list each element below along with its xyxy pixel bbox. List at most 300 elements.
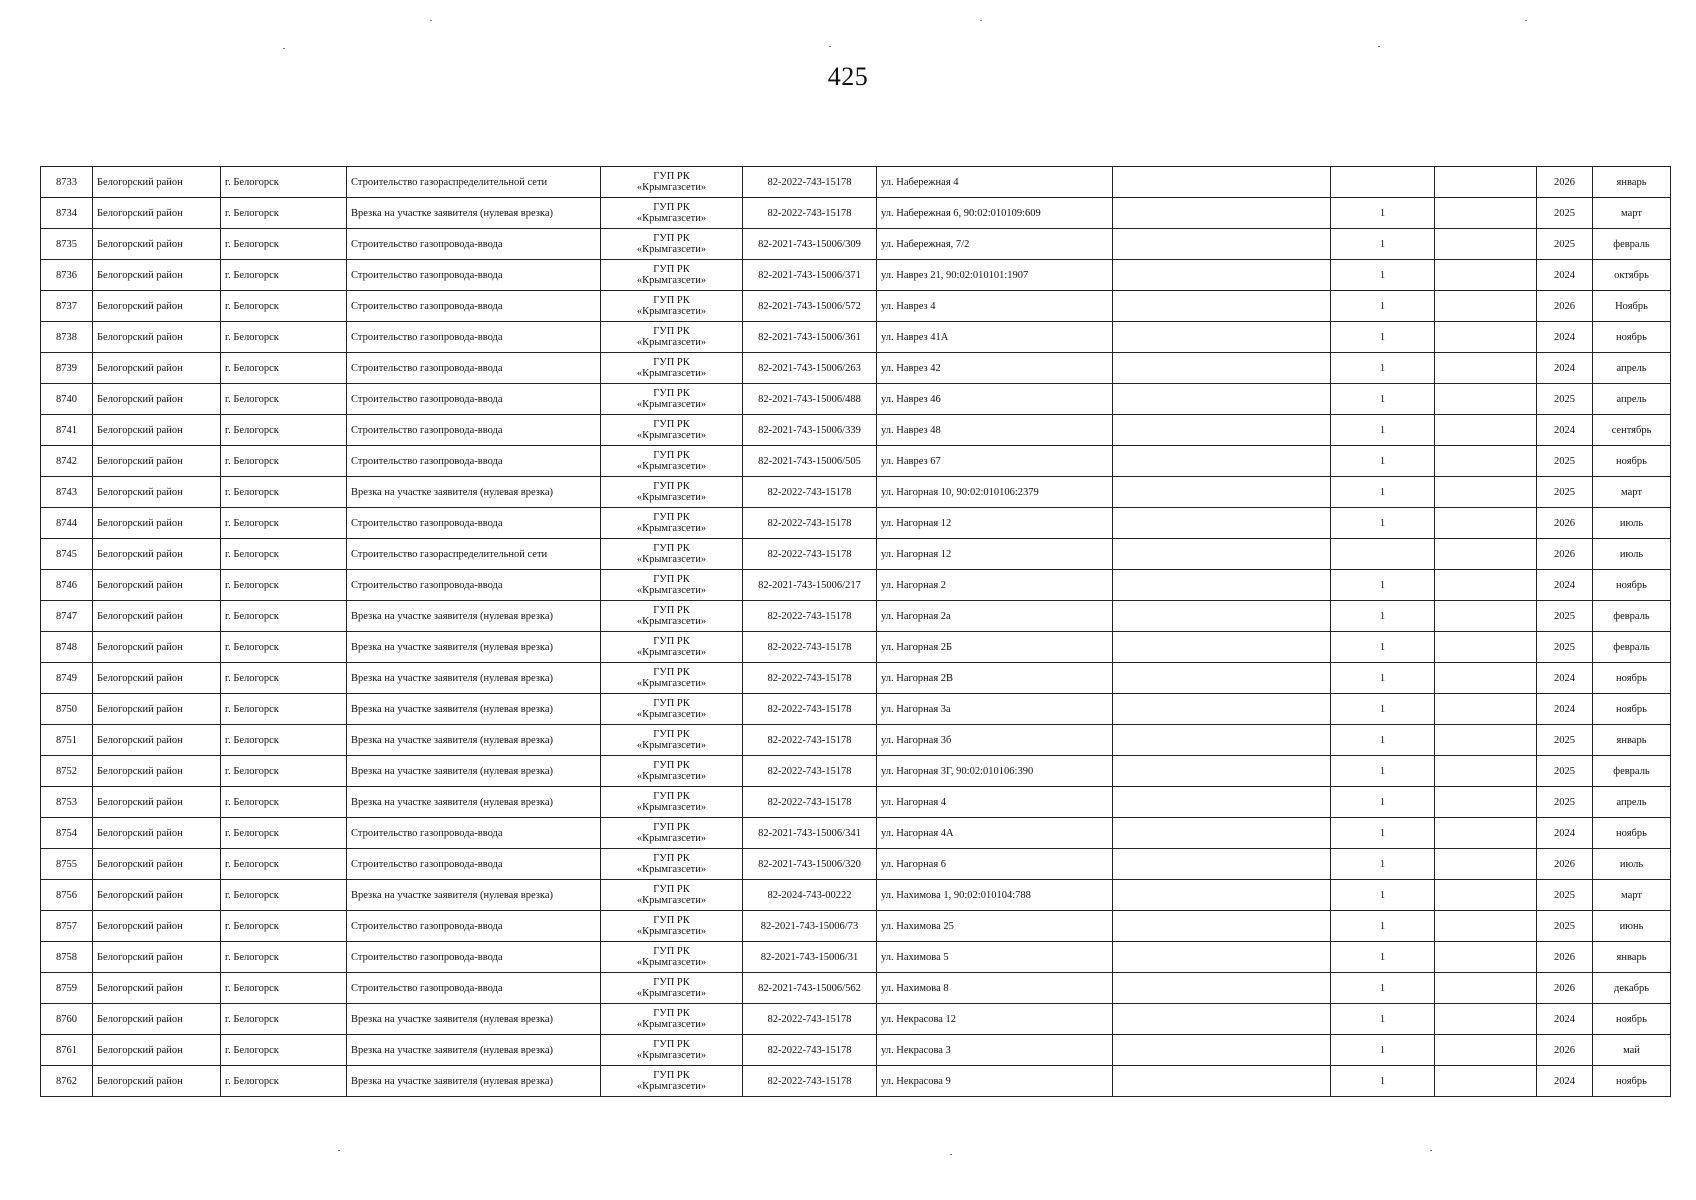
id-cell: 82-2021-743-15006/562 [743, 973, 877, 1004]
scan-speck [980, 20, 982, 21]
table-row [41, 787, 1671, 818]
id-cell: 82-2021-743-15006/505 [743, 446, 877, 477]
address-cell: ул. Нагорная 10, 90:02:010106:2379 [877, 477, 1113, 508]
year-cell: 2025 [1537, 756, 1593, 787]
row-number: 8752 [41, 756, 93, 787]
district-cell: Белогорский район [93, 663, 221, 694]
id-cell: 82-2022-743-15178 [743, 1066, 877, 1097]
year-cell: 2026 [1537, 539, 1593, 570]
quantity-cell: 1 [1331, 570, 1435, 601]
organization-line: «Крымгазсети» [636, 213, 707, 224]
city-cell: г. Белогорск [221, 880, 347, 911]
quantity-cell: 1 [1331, 260, 1435, 291]
address-cell: ул. Нахимова 5 [877, 942, 1113, 973]
month-cell: Ноябрь [1593, 291, 1671, 322]
work-type-cell: Строительство газопровода-ввода [347, 849, 601, 880]
table-row [41, 725, 1671, 756]
blank-cell [1113, 384, 1331, 415]
blank-cell [1113, 198, 1331, 229]
year-cell: 2025 [1537, 911, 1593, 942]
blank-cell [1113, 694, 1331, 725]
table-row [41, 849, 1671, 880]
district-cell: Белогорский район [93, 291, 221, 322]
work-type-cell: Врезка на участке заявителя (нулевая врезка) [347, 787, 601, 818]
id-cell: 82-2021-743-15006/320 [743, 849, 877, 880]
work-type-cell: Врезка на участке заявителя (нулевая врезка) [347, 632, 601, 663]
organization-cell [601, 725, 743, 756]
id-cell: 82-2021-743-15006/309 [743, 229, 877, 260]
year-cell: 2025 [1537, 880, 1593, 911]
organization-line: ГУП РК [653, 1008, 690, 1019]
blank-cell [1435, 632, 1537, 663]
city-cell: г. Белогорск [221, 942, 347, 973]
id-cell: 82-2022-743-15178 [743, 1035, 877, 1066]
address-cell: ул. Нагорная 3а [877, 694, 1113, 725]
organization-line: ГУП РК [653, 698, 690, 709]
blank-cell [1435, 725, 1537, 756]
id-cell: 82-2021-743-15006/371 [743, 260, 877, 291]
organization-cell [601, 1004, 743, 1035]
work-type-cell: Строительство газопровода-ввода [347, 384, 601, 415]
blank-cell [1435, 477, 1537, 508]
blank-cell [1435, 198, 1537, 229]
organization-cell [601, 477, 743, 508]
blank-cell [1435, 291, 1537, 322]
id-cell: 82-2022-743-15178 [743, 1004, 877, 1035]
month-cell: декабрь [1593, 973, 1671, 1004]
work-type-cell: Врезка на участке заявителя (нулевая врезка) [347, 756, 601, 787]
table-row [41, 880, 1671, 911]
work-type-cell: Врезка на участке заявителя (нулевая врезка) [347, 198, 601, 229]
city-cell: г. Белогорск [221, 384, 347, 415]
month-cell: июль [1593, 849, 1671, 880]
row-number: 8742 [41, 446, 93, 477]
work-type-cell: Врезка на участке заявителя (нулевая врезка) [347, 1035, 601, 1066]
blank-cell [1113, 818, 1331, 849]
month-cell: ноябрь [1593, 694, 1671, 725]
table-row [41, 632, 1671, 663]
month-cell: январь [1593, 942, 1671, 973]
address-cell: ул. Нагорная 2а [877, 601, 1113, 632]
work-type-cell: Строительство газопровода-ввода [347, 322, 601, 353]
table-row [41, 818, 1671, 849]
blank-cell [1113, 570, 1331, 601]
blank-cell [1113, 508, 1331, 539]
work-type-cell: Строительство газораспределительной сети [347, 539, 601, 570]
city-cell: г. Белогорск [221, 415, 347, 446]
organization-line: «Крымгазсети» [636, 306, 707, 317]
row-number: 8740 [41, 384, 93, 415]
organization-line: «Крымгазсети» [636, 678, 707, 689]
blank-cell [1435, 353, 1537, 384]
work-type-cell: Врезка на участке заявителя (нулевая врезка) [347, 1004, 601, 1035]
work-type-cell: Строительство газопровода-ввода [347, 508, 601, 539]
organization-cell [601, 1035, 743, 1066]
blank-cell [1113, 1035, 1331, 1066]
row-number: 8746 [41, 570, 93, 601]
blank-cell [1113, 415, 1331, 446]
address-cell: ул. Нагорная 2Б [877, 632, 1113, 663]
blank-cell [1435, 1035, 1537, 1066]
work-type-cell: Врезка на участке заявителя (нулевая врезка) [347, 663, 601, 694]
work-type-cell: Строительство газопровода-ввода [347, 353, 601, 384]
blank-cell [1435, 663, 1537, 694]
organization-line: «Крымгазсети» [636, 585, 707, 596]
blank-cell [1435, 415, 1537, 446]
year-cell: 2024 [1537, 694, 1593, 725]
organization-cell [601, 663, 743, 694]
organization-line: «Крымгазсети» [636, 833, 707, 844]
organization-line: «Крымгазсети» [636, 244, 707, 255]
id-cell: 82-2022-743-15178 [743, 167, 877, 198]
district-cell: Белогорский район [93, 849, 221, 880]
organization-line: «Крымгазсети» [636, 1050, 707, 1061]
scan-speck [1378, 46, 1380, 47]
city-cell: г. Белогорск [221, 570, 347, 601]
table-row [41, 291, 1671, 322]
id-cell: 82-2022-743-15178 [743, 477, 877, 508]
organization-cell [601, 849, 743, 880]
table-row [41, 756, 1671, 787]
table-row [41, 539, 1671, 570]
quantity-cell: 1 [1331, 973, 1435, 1004]
organization-cell [601, 942, 743, 973]
month-cell: апрель [1593, 787, 1671, 818]
scan-speck [1525, 20, 1527, 21]
organization-line: «Крымгазсети» [636, 709, 707, 720]
organization-line: ГУП РК [653, 729, 690, 740]
blank-cell [1113, 291, 1331, 322]
organization-line: ГУП РК [653, 264, 690, 275]
city-cell: г. Белогорск [221, 229, 347, 260]
organization-line: «Крымгазсети» [636, 399, 707, 410]
city-cell: г. Белогорск [221, 725, 347, 756]
blank-cell [1113, 942, 1331, 973]
organization-line: ГУП РК [653, 512, 690, 523]
quantity-cell: 1 [1331, 942, 1435, 973]
work-type-cell: Врезка на участке заявителя (нулевая врезка) [347, 1066, 601, 1097]
month-cell: ноябрь [1593, 1066, 1671, 1097]
city-cell: г. Белогорск [221, 694, 347, 725]
blank-cell [1435, 880, 1537, 911]
row-number: 8762 [41, 1066, 93, 1097]
row-number: 8756 [41, 880, 93, 911]
city-cell: г. Белогорск [221, 1035, 347, 1066]
organization-line: «Крымгазсети» [636, 864, 707, 875]
address-cell: ул. Некрасова 12 [877, 1004, 1113, 1035]
row-number: 8749 [41, 663, 93, 694]
address-cell: ул. Наврез 41А [877, 322, 1113, 353]
address-cell: ул. Набережная 6, 90:02:010109:609 [877, 198, 1113, 229]
row-number: 8733 [41, 167, 93, 198]
table-row [41, 694, 1671, 725]
city-cell: г. Белогорск [221, 446, 347, 477]
organization-line: ГУП РК [653, 1070, 690, 1081]
id-cell: 82-2021-743-15006/73 [743, 911, 877, 942]
month-cell: январь [1593, 725, 1671, 756]
table-row [41, 911, 1671, 942]
row-number: 8744 [41, 508, 93, 539]
row-number: 8739 [41, 353, 93, 384]
organization-line: ГУП РК [653, 574, 690, 585]
district-cell: Белогорский район [93, 415, 221, 446]
organization-line: ГУП РК [653, 202, 690, 213]
district-cell: Белогорский район [93, 880, 221, 911]
organization-line: ГУП РК [653, 605, 690, 616]
work-type-cell: Строительство газопровода-ввода [347, 942, 601, 973]
work-type-cell: Строительство газопровода-ввода [347, 973, 601, 1004]
row-number: 8736 [41, 260, 93, 291]
organization-line: «Крымгазсети» [636, 1019, 707, 1030]
address-cell: ул. Нагорная 2 [877, 570, 1113, 601]
quantity-cell: 1 [1331, 229, 1435, 260]
organization-line: ГУП РК [653, 791, 690, 802]
address-cell: ул. Некрасова 9 [877, 1066, 1113, 1097]
blank-cell [1113, 725, 1331, 756]
id-cell: 82-2022-743-15178 [743, 632, 877, 663]
scan-speck [950, 1154, 952, 1155]
month-cell: июль [1593, 508, 1671, 539]
organization-line: ГУП РК [653, 915, 690, 926]
city-cell: г. Белогорск [221, 911, 347, 942]
table-row [41, 415, 1671, 446]
organization-line: «Крымгазсети» [636, 1081, 707, 1092]
district-cell: Белогорский район [93, 508, 221, 539]
work-type-cell: Строительство газопровода-ввода [347, 415, 601, 446]
year-cell: 2025 [1537, 725, 1593, 756]
blank-cell [1435, 1066, 1537, 1097]
year-cell: 2025 [1537, 446, 1593, 477]
organization-cell [601, 260, 743, 291]
blank-cell [1435, 539, 1537, 570]
row-number: 8755 [41, 849, 93, 880]
month-cell: март [1593, 198, 1671, 229]
year-cell: 2024 [1537, 353, 1593, 384]
organization-line: ГУП РК [653, 977, 690, 988]
blank-cell [1113, 601, 1331, 632]
id-cell: 82-2022-743-15178 [743, 198, 877, 229]
work-type-cell: Строительство газопровода-ввода [347, 570, 601, 601]
organization-line: «Крымгазсети» [636, 647, 707, 658]
table-body [41, 167, 1671, 1097]
blank-cell [1113, 663, 1331, 694]
city-cell: г. Белогорск [221, 508, 347, 539]
organization-cell [601, 446, 743, 477]
month-cell: март [1593, 477, 1671, 508]
blank-cell [1435, 601, 1537, 632]
city-cell: г. Белогорск [221, 756, 347, 787]
year-cell: 2024 [1537, 322, 1593, 353]
organization-cell [601, 911, 743, 942]
row-number: 8734 [41, 198, 93, 229]
organization-cell [601, 291, 743, 322]
organization-line: «Крымгазсети» [636, 368, 707, 379]
row-number: 8741 [41, 415, 93, 446]
table-row [41, 1066, 1671, 1097]
row-number: 8748 [41, 632, 93, 663]
district-cell: Белогорский район [93, 1004, 221, 1035]
page-number: 425 [827, 62, 869, 91]
year-cell: 2025 [1537, 198, 1593, 229]
work-type-cell: Строительство газораспределительной сети [347, 167, 601, 198]
address-cell: ул. Наврез 21, 90:02:010101:1907 [877, 260, 1113, 291]
organization-cell [601, 508, 743, 539]
id-cell: 82-2022-743-15178 [743, 663, 877, 694]
address-cell: ул. Наврез 67 [877, 446, 1113, 477]
quantity-cell: 1 [1331, 1035, 1435, 1066]
district-cell: Белогорский район [93, 787, 221, 818]
id-cell: 82-2021-743-15006/217 [743, 570, 877, 601]
id-cell: 82-2022-743-15178 [743, 508, 877, 539]
organization-line: «Крымгазсети» [636, 802, 707, 813]
row-number: 8757 [41, 911, 93, 942]
address-cell: ул. Нахимова 25 [877, 911, 1113, 942]
organization-line: «Крымгазсети» [636, 430, 707, 441]
blank-cell [1435, 911, 1537, 942]
quantity-cell: 1 [1331, 880, 1435, 911]
quantity-cell: 1 [1331, 787, 1435, 818]
organization-line: «Крымгазсети» [636, 492, 707, 503]
quantity-cell [1331, 167, 1435, 198]
organization-cell [601, 384, 743, 415]
month-cell: сентябрь [1593, 415, 1671, 446]
year-cell: 2026 [1537, 291, 1593, 322]
year-cell: 2024 [1537, 570, 1593, 601]
address-cell: ул. Нагорная 12 [877, 508, 1113, 539]
district-cell: Белогорский район [93, 942, 221, 973]
year-cell: 2024 [1537, 1004, 1593, 1035]
month-cell: октябрь [1593, 260, 1671, 291]
district-cell: Белогорский район [93, 353, 221, 384]
city-cell: г. Белогорск [221, 260, 347, 291]
address-cell: ул. Нагорная 3б [877, 725, 1113, 756]
table-row [41, 973, 1671, 1004]
blank-cell [1435, 756, 1537, 787]
blank-cell [1113, 167, 1331, 198]
city-cell: г. Белогорск [221, 632, 347, 663]
organization-line: «Крымгазсети» [636, 275, 707, 286]
row-number: 8737 [41, 291, 93, 322]
organization-line: ГУП РК [653, 543, 690, 554]
year-cell: 2026 [1537, 849, 1593, 880]
quantity-cell: 1 [1331, 384, 1435, 415]
address-cell: ул. Наврез 48 [877, 415, 1113, 446]
city-cell: г. Белогорск [221, 1066, 347, 1097]
table-row [41, 384, 1671, 415]
district-cell: Белогорский район [93, 1066, 221, 1097]
id-cell: 82-2022-743-15178 [743, 601, 877, 632]
id-cell: 82-2022-743-15178 [743, 725, 877, 756]
organization-cell [601, 694, 743, 725]
quantity-cell: 1 [1331, 694, 1435, 725]
organization-cell [601, 973, 743, 1004]
quantity-cell: 1 [1331, 818, 1435, 849]
work-type-cell: Врезка на участке заявителя (нулевая врезка) [347, 725, 601, 756]
organization-line: «Крымгазсети» [636, 771, 707, 782]
organization-line: ГУП РК [653, 822, 690, 833]
table-row [41, 508, 1671, 539]
organization-line: ГУП РК [653, 171, 690, 182]
district-cell: Белогорский район [93, 167, 221, 198]
district-cell: Белогорский район [93, 446, 221, 477]
address-cell: ул. Нагорная 4 [877, 787, 1113, 818]
month-cell: апрель [1593, 384, 1671, 415]
quantity-cell: 1 [1331, 291, 1435, 322]
work-type-cell: Врезка на участке заявителя (нулевая врезка) [347, 601, 601, 632]
organization-line: «Крымгазсети» [636, 523, 707, 534]
blank-cell [1435, 694, 1537, 725]
blank-cell [1113, 973, 1331, 1004]
year-cell: 2024 [1537, 1066, 1593, 1097]
blank-cell [1435, 942, 1537, 973]
district-cell: Белогорский район [93, 601, 221, 632]
quantity-cell: 1 [1331, 322, 1435, 353]
blank-cell [1435, 446, 1537, 477]
city-cell: г. Белогорск [221, 539, 347, 570]
blank-cell [1435, 1004, 1537, 1035]
row-number: 8759 [41, 973, 93, 1004]
id-cell: 82-2022-743-15178 [743, 787, 877, 818]
address-cell: ул. Нагорная 2В [877, 663, 1113, 694]
id-cell: 82-2021-743-15006/339 [743, 415, 877, 446]
scan-speck [283, 48, 285, 49]
work-type-cell: Строительство газопровода-ввода [347, 818, 601, 849]
blank-cell [1113, 260, 1331, 291]
organization-line: ГУП РК [653, 853, 690, 864]
row-number: 8747 [41, 601, 93, 632]
address-cell: ул. Набережная, 7/2 [877, 229, 1113, 260]
table-row [41, 353, 1671, 384]
organization-line: «Крымгазсети» [636, 926, 707, 937]
district-cell: Белогорский район [93, 725, 221, 756]
blank-cell [1113, 477, 1331, 508]
table-row [41, 198, 1671, 229]
organization-cell [601, 1066, 743, 1097]
table-row [41, 663, 1671, 694]
city-cell: г. Белогорск [221, 849, 347, 880]
row-number: 8758 [41, 942, 93, 973]
quantity-cell: 1 [1331, 756, 1435, 787]
id-cell: 82-2024-743-00222 [743, 880, 877, 911]
id-cell: 82-2021-743-15006/263 [743, 353, 877, 384]
address-cell: ул. Нагорная 3Г, 90:02:010106:390 [877, 756, 1113, 787]
quantity-cell: 1 [1331, 353, 1435, 384]
blank-cell [1113, 849, 1331, 880]
city-cell: г. Белогорск [221, 167, 347, 198]
year-cell: 2024 [1537, 663, 1593, 694]
row-number: 8738 [41, 322, 93, 353]
table-row [41, 229, 1671, 260]
organization-cell [601, 787, 743, 818]
city-cell: г. Белогорск [221, 818, 347, 849]
work-type-cell: Врезка на участке заявителя (нулевая врезка) [347, 880, 601, 911]
blank-cell [1113, 446, 1331, 477]
work-type-cell: Строительство газопровода-ввода [347, 291, 601, 322]
blank-cell [1113, 756, 1331, 787]
scan-speck [1430, 1150, 1432, 1151]
year-cell: 2024 [1537, 818, 1593, 849]
organization-line: «Крымгазсети» [636, 957, 707, 968]
organization-cell [601, 756, 743, 787]
organization-line: ГУП РК [653, 326, 690, 337]
quantity-cell [1331, 539, 1435, 570]
month-cell: июль [1593, 539, 1671, 570]
organization-line: ГУП РК [653, 419, 690, 430]
blank-cell [1435, 973, 1537, 1004]
table-row [41, 167, 1671, 198]
id-cell: 82-2021-743-15006/341 [743, 818, 877, 849]
table-row [41, 477, 1671, 508]
